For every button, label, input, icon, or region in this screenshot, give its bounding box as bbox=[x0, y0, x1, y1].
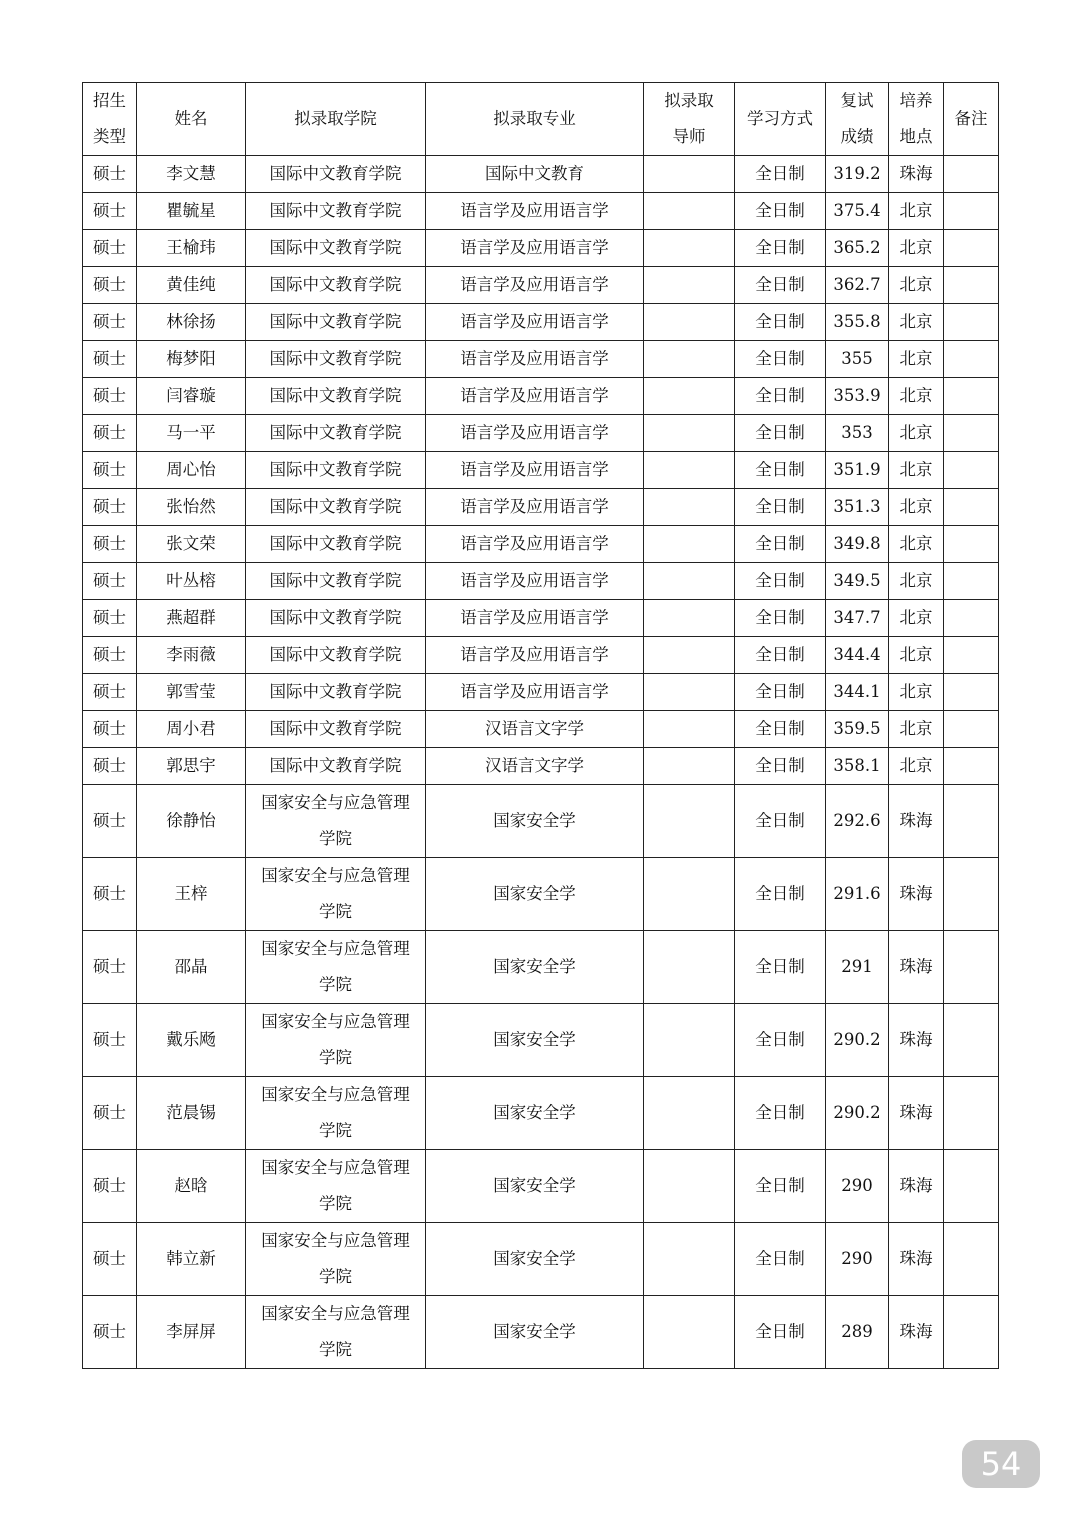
cell-study-mode: 全日制 bbox=[735, 563, 826, 600]
cell-name: 周小君 bbox=[137, 711, 246, 748]
cell-enroll-type: 硕士 bbox=[83, 378, 137, 415]
cell-college: 国家安全与应急管理 学院 bbox=[246, 1296, 426, 1369]
cell-name: 韩立新 bbox=[137, 1223, 246, 1296]
cell-college: 国家安全与应急管理 学院 bbox=[246, 1150, 426, 1223]
cell-remarks bbox=[944, 1004, 999, 1077]
header-remarks: 备注 bbox=[944, 83, 999, 156]
cell-location: 北京 bbox=[889, 711, 944, 748]
cell-score: 349.8 bbox=[826, 526, 889, 563]
cell-college: 国家安全与应急管理 学院 bbox=[246, 1004, 426, 1077]
header-location: 培养 地点 bbox=[889, 83, 944, 156]
cell-location: 珠海 bbox=[889, 156, 944, 193]
cell-supervisor bbox=[644, 489, 735, 526]
cell-college: 国际中文教育学院 bbox=[246, 563, 426, 600]
table-row bbox=[83, 526, 999, 563]
table-body bbox=[83, 156, 999, 1369]
cell-study-mode: 全日制 bbox=[735, 489, 826, 526]
table-row bbox=[83, 858, 999, 931]
cell-enroll-type: 硕士 bbox=[83, 748, 137, 785]
cell-score: 347.7 bbox=[826, 600, 889, 637]
cell-college: 国际中文教育学院 bbox=[246, 341, 426, 378]
cell-name: 林徐扬 bbox=[137, 304, 246, 341]
cell-name: 黄佳纯 bbox=[137, 267, 246, 304]
cell-college: 国际中文教育学院 bbox=[246, 748, 426, 785]
cell-remarks bbox=[944, 193, 999, 230]
cell-college: 国家安全与应急管理 学院 bbox=[246, 858, 426, 931]
cell-remarks bbox=[944, 267, 999, 304]
cell-supervisor bbox=[644, 1077, 735, 1150]
page-number: 54 bbox=[962, 1440, 1040, 1488]
cell-major: 汉语言文字学 bbox=[426, 711, 644, 748]
cell-supervisor bbox=[644, 931, 735, 1004]
cell-supervisor bbox=[644, 341, 735, 378]
header-major: 拟录取专业 bbox=[426, 83, 644, 156]
cell-score: 290.2 bbox=[826, 1077, 889, 1150]
cell-score: 362.7 bbox=[826, 267, 889, 304]
cell-score: 291.6 bbox=[826, 858, 889, 931]
cell-college: 国际中文教育学院 bbox=[246, 304, 426, 341]
cell-college: 国际中文教育学院 bbox=[246, 156, 426, 193]
cell-college: 国际中文教育学院 bbox=[246, 674, 426, 711]
table-row bbox=[83, 489, 999, 526]
cell-college: 国家安全与应急管理 学院 bbox=[246, 1077, 426, 1150]
cell-location: 珠海 bbox=[889, 1077, 944, 1150]
cell-name: 李文慧 bbox=[137, 156, 246, 193]
cell-major: 语言学及应用语言学 bbox=[426, 267, 644, 304]
cell-supervisor bbox=[644, 785, 735, 858]
cell-study-mode: 全日制 bbox=[735, 785, 826, 858]
cell-remarks bbox=[944, 563, 999, 600]
cell-enroll-type: 硕士 bbox=[83, 1004, 137, 1077]
cell-study-mode: 全日制 bbox=[735, 711, 826, 748]
cell-name: 邵晶 bbox=[137, 931, 246, 1004]
cell-study-mode: 全日制 bbox=[735, 1223, 826, 1296]
cell-major: 语言学及应用语言学 bbox=[426, 415, 644, 452]
cell-score: 291 bbox=[826, 931, 889, 1004]
table-row bbox=[83, 378, 999, 415]
cell-major: 国家安全学 bbox=[426, 858, 644, 931]
cell-location: 北京 bbox=[889, 600, 944, 637]
cell-study-mode: 全日制 bbox=[735, 637, 826, 674]
cell-enroll-type: 硕士 bbox=[83, 600, 137, 637]
cell-name: 叶丛榕 bbox=[137, 563, 246, 600]
cell-major: 语言学及应用语言学 bbox=[426, 600, 644, 637]
cell-score: 344.4 bbox=[826, 637, 889, 674]
cell-score: 290.2 bbox=[826, 1004, 889, 1077]
table-row bbox=[83, 193, 999, 230]
cell-location: 珠海 bbox=[889, 1296, 944, 1369]
table-row bbox=[83, 1150, 999, 1223]
cell-remarks bbox=[944, 711, 999, 748]
table-row bbox=[83, 452, 999, 489]
cell-study-mode: 全日制 bbox=[735, 931, 826, 1004]
cell-remarks bbox=[944, 341, 999, 378]
cell-score: 290 bbox=[826, 1223, 889, 1296]
header-supervisor: 拟录取 导师 bbox=[644, 83, 735, 156]
cell-enroll-type: 硕士 bbox=[83, 156, 137, 193]
cell-remarks bbox=[944, 1296, 999, 1369]
cell-study-mode: 全日制 bbox=[735, 1150, 826, 1223]
cell-enroll-type: 硕士 bbox=[83, 1223, 137, 1296]
cell-name: 郭雪莹 bbox=[137, 674, 246, 711]
cell-enroll-type: 硕士 bbox=[83, 1150, 137, 1223]
cell-major: 国际中文教育 bbox=[426, 156, 644, 193]
cell-supervisor bbox=[644, 674, 735, 711]
cell-remarks bbox=[944, 637, 999, 674]
cell-remarks bbox=[944, 858, 999, 931]
cell-location: 北京 bbox=[889, 748, 944, 785]
cell-enroll-type: 硕士 bbox=[83, 230, 137, 267]
cell-college: 国际中文教育学院 bbox=[246, 452, 426, 489]
cell-enroll-type: 硕士 bbox=[83, 193, 137, 230]
cell-study-mode: 全日制 bbox=[735, 230, 826, 267]
cell-supervisor bbox=[644, 230, 735, 267]
cell-score: 289 bbox=[826, 1296, 889, 1369]
cell-study-mode: 全日制 bbox=[735, 267, 826, 304]
cell-study-mode: 全日制 bbox=[735, 452, 826, 489]
cell-location: 北京 bbox=[889, 378, 944, 415]
cell-college: 国际中文教育学院 bbox=[246, 637, 426, 674]
cell-study-mode: 全日制 bbox=[735, 1296, 826, 1369]
table-row bbox=[83, 267, 999, 304]
cell-supervisor bbox=[644, 193, 735, 230]
table-row bbox=[83, 341, 999, 378]
table-row bbox=[83, 156, 999, 193]
cell-location: 北京 bbox=[889, 526, 944, 563]
cell-supervisor bbox=[644, 600, 735, 637]
cell-location: 北京 bbox=[889, 193, 944, 230]
cell-supervisor bbox=[644, 1296, 735, 1369]
cell-score: 353 bbox=[826, 415, 889, 452]
cell-enroll-type: 硕士 bbox=[83, 304, 137, 341]
cell-remarks bbox=[944, 1150, 999, 1223]
cell-score: 344.1 bbox=[826, 674, 889, 711]
cell-remarks bbox=[944, 1077, 999, 1150]
table-row bbox=[83, 563, 999, 600]
cell-major: 国家安全学 bbox=[426, 785, 644, 858]
cell-remarks bbox=[944, 415, 999, 452]
cell-supervisor bbox=[644, 156, 735, 193]
cell-location: 北京 bbox=[889, 341, 944, 378]
table-row bbox=[83, 711, 999, 748]
cell-study-mode: 全日制 bbox=[735, 193, 826, 230]
cell-name: 周心怡 bbox=[137, 452, 246, 489]
cell-name: 马一平 bbox=[137, 415, 246, 452]
cell-college: 国际中文教育学院 bbox=[246, 600, 426, 637]
cell-location: 北京 bbox=[889, 674, 944, 711]
cell-location: 珠海 bbox=[889, 785, 944, 858]
cell-remarks bbox=[944, 489, 999, 526]
header-score: 复试 成绩 bbox=[826, 83, 889, 156]
cell-major: 国家安全学 bbox=[426, 1296, 644, 1369]
cell-remarks bbox=[944, 600, 999, 637]
cell-score: 353.9 bbox=[826, 378, 889, 415]
cell-major: 语言学及应用语言学 bbox=[426, 304, 644, 341]
cell-college: 国际中文教育学院 bbox=[246, 711, 426, 748]
cell-name: 李雨薇 bbox=[137, 637, 246, 674]
header-name: 姓名 bbox=[137, 83, 246, 156]
cell-study-mode: 全日制 bbox=[735, 341, 826, 378]
cell-major: 国家安全学 bbox=[426, 1150, 644, 1223]
cell-enroll-type: 硕士 bbox=[83, 267, 137, 304]
cell-name: 赵晗 bbox=[137, 1150, 246, 1223]
cell-enroll-type: 硕士 bbox=[83, 674, 137, 711]
header-study-mode: 学习方式 bbox=[735, 83, 826, 156]
cell-name: 王榆玮 bbox=[137, 230, 246, 267]
cell-supervisor bbox=[644, 563, 735, 600]
cell-major: 语言学及应用语言学 bbox=[426, 230, 644, 267]
cell-supervisor bbox=[644, 1150, 735, 1223]
cell-score: 290 bbox=[826, 1150, 889, 1223]
cell-college: 国际中文教育学院 bbox=[246, 415, 426, 452]
cell-major: 语言学及应用语言学 bbox=[426, 526, 644, 563]
cell-score: 355 bbox=[826, 341, 889, 378]
cell-enroll-type: 硕士 bbox=[83, 452, 137, 489]
cell-enroll-type: 硕士 bbox=[83, 711, 137, 748]
cell-remarks bbox=[944, 230, 999, 267]
table-row bbox=[83, 304, 999, 341]
cell-enroll-type: 硕士 bbox=[83, 526, 137, 563]
cell-score: 292.6 bbox=[826, 785, 889, 858]
cell-major: 语言学及应用语言学 bbox=[426, 193, 644, 230]
cell-location: 北京 bbox=[889, 637, 944, 674]
cell-study-mode: 全日制 bbox=[735, 748, 826, 785]
header-college: 拟录取学院 bbox=[246, 83, 426, 156]
table-row bbox=[83, 931, 999, 1004]
cell-major: 语言学及应用语言学 bbox=[426, 378, 644, 415]
cell-remarks bbox=[944, 526, 999, 563]
cell-remarks bbox=[944, 304, 999, 341]
cell-major: 语言学及应用语言学 bbox=[426, 637, 644, 674]
table-row bbox=[83, 674, 999, 711]
cell-enroll-type: 硕士 bbox=[83, 785, 137, 858]
cell-remarks bbox=[944, 785, 999, 858]
cell-enroll-type: 硕士 bbox=[83, 858, 137, 931]
cell-supervisor bbox=[644, 1223, 735, 1296]
cell-location: 北京 bbox=[889, 452, 944, 489]
cell-major: 语言学及应用语言学 bbox=[426, 674, 644, 711]
table-row bbox=[83, 230, 999, 267]
cell-name: 梅梦阳 bbox=[137, 341, 246, 378]
cell-supervisor bbox=[644, 526, 735, 563]
cell-remarks bbox=[944, 156, 999, 193]
cell-name: 范晨锡 bbox=[137, 1077, 246, 1150]
cell-location: 珠海 bbox=[889, 1004, 944, 1077]
cell-name: 燕超群 bbox=[137, 600, 246, 637]
cell-study-mode: 全日制 bbox=[735, 600, 826, 637]
cell-supervisor bbox=[644, 304, 735, 341]
cell-remarks bbox=[944, 452, 999, 489]
table-row bbox=[83, 1004, 999, 1077]
cell-study-mode: 全日制 bbox=[735, 304, 826, 341]
cell-enroll-type: 硕士 bbox=[83, 637, 137, 674]
cell-college: 国际中文教育学院 bbox=[246, 267, 426, 304]
table-row bbox=[83, 1223, 999, 1296]
table-row bbox=[83, 785, 999, 858]
table-row bbox=[83, 637, 999, 674]
cell-enroll-type: 硕士 bbox=[83, 489, 137, 526]
cell-score: 375.4 bbox=[826, 193, 889, 230]
cell-location: 北京 bbox=[889, 489, 944, 526]
cell-score: 365.2 bbox=[826, 230, 889, 267]
cell-name: 张怡然 bbox=[137, 489, 246, 526]
cell-study-mode: 全日制 bbox=[735, 415, 826, 452]
cell-major: 语言学及应用语言学 bbox=[426, 452, 644, 489]
cell-major: 国家安全学 bbox=[426, 1004, 644, 1077]
cell-college: 国际中文教育学院 bbox=[246, 378, 426, 415]
cell-study-mode: 全日制 bbox=[735, 156, 826, 193]
cell-college: 国家安全与应急管理 学院 bbox=[246, 1223, 426, 1296]
cell-enroll-type: 硕士 bbox=[83, 341, 137, 378]
cell-college: 国家安全与应急管理 学院 bbox=[246, 931, 426, 1004]
cell-location: 北京 bbox=[889, 304, 944, 341]
cell-enroll-type: 硕士 bbox=[83, 415, 137, 452]
cell-major: 国家安全学 bbox=[426, 1077, 644, 1150]
cell-score: 351.3 bbox=[826, 489, 889, 526]
cell-location: 珠海 bbox=[889, 858, 944, 931]
cell-score: 351.9 bbox=[826, 452, 889, 489]
cell-location: 珠海 bbox=[889, 1150, 944, 1223]
cell-supervisor bbox=[644, 267, 735, 304]
cell-location: 珠海 bbox=[889, 1223, 944, 1296]
cell-college: 国际中文教育学院 bbox=[246, 230, 426, 267]
cell-remarks bbox=[944, 674, 999, 711]
cell-study-mode: 全日制 bbox=[735, 858, 826, 931]
cell-remarks bbox=[944, 748, 999, 785]
table-row bbox=[83, 748, 999, 785]
cell-score: 355.8 bbox=[826, 304, 889, 341]
cell-supervisor bbox=[644, 415, 735, 452]
cell-enroll-type: 硕士 bbox=[83, 1296, 137, 1369]
cell-name: 戴乐飏 bbox=[137, 1004, 246, 1077]
cell-major: 汉语言文字学 bbox=[426, 748, 644, 785]
cell-score: 319.2 bbox=[826, 156, 889, 193]
cell-major: 语言学及应用语言学 bbox=[426, 341, 644, 378]
cell-location: 北京 bbox=[889, 415, 944, 452]
cell-study-mode: 全日制 bbox=[735, 674, 826, 711]
cell-location: 北京 bbox=[889, 230, 944, 267]
cell-college: 国家安全与应急管理 学院 bbox=[246, 785, 426, 858]
cell-college: 国际中文教育学院 bbox=[246, 526, 426, 563]
cell-major: 语言学及应用语言学 bbox=[426, 489, 644, 526]
cell-enroll-type: 硕士 bbox=[83, 931, 137, 1004]
cell-study-mode: 全日制 bbox=[735, 378, 826, 415]
cell-college: 国际中文教育学院 bbox=[246, 193, 426, 230]
table-row bbox=[83, 1296, 999, 1369]
cell-major: 国家安全学 bbox=[426, 931, 644, 1004]
cell-remarks bbox=[944, 378, 999, 415]
cell-enroll-type: 硕士 bbox=[83, 563, 137, 600]
table-row bbox=[83, 600, 999, 637]
cell-study-mode: 全日制 bbox=[735, 1077, 826, 1150]
cell-college: 国际中文教育学院 bbox=[246, 489, 426, 526]
table-header-row bbox=[83, 83, 999, 156]
cell-major: 语言学及应用语言学 bbox=[426, 563, 644, 600]
table-row bbox=[83, 415, 999, 452]
cell-score: 359.5 bbox=[826, 711, 889, 748]
cell-supervisor bbox=[644, 378, 735, 415]
cell-supervisor bbox=[644, 711, 735, 748]
cell-name: 李屏屏 bbox=[137, 1296, 246, 1369]
cell-location: 珠海 bbox=[889, 931, 944, 1004]
table-row bbox=[83, 1077, 999, 1150]
cell-study-mode: 全日制 bbox=[735, 526, 826, 563]
admission-table bbox=[82, 82, 999, 1369]
header-enroll-type: 招生 类型 bbox=[83, 83, 137, 156]
cell-name: 瞿毓星 bbox=[137, 193, 246, 230]
cell-supervisor bbox=[644, 637, 735, 674]
cell-name: 闫睿璇 bbox=[137, 378, 246, 415]
cell-remarks bbox=[944, 1223, 999, 1296]
cell-score: 349.5 bbox=[826, 563, 889, 600]
cell-enroll-type: 硕士 bbox=[83, 1077, 137, 1150]
cell-study-mode: 全日制 bbox=[735, 1004, 826, 1077]
cell-supervisor bbox=[644, 748, 735, 785]
cell-name: 徐静怡 bbox=[137, 785, 246, 858]
cell-name: 张文荣 bbox=[137, 526, 246, 563]
cell-name: 郭思宇 bbox=[137, 748, 246, 785]
cell-remarks bbox=[944, 931, 999, 1004]
cell-supervisor bbox=[644, 1004, 735, 1077]
cell-supervisor bbox=[644, 858, 735, 931]
cell-name: 王梓 bbox=[137, 858, 246, 931]
cell-supervisor bbox=[644, 452, 735, 489]
cell-location: 北京 bbox=[889, 563, 944, 600]
cell-score: 358.1 bbox=[826, 748, 889, 785]
cell-location: 北京 bbox=[889, 267, 944, 304]
cell-major: 国家安全学 bbox=[426, 1223, 644, 1296]
